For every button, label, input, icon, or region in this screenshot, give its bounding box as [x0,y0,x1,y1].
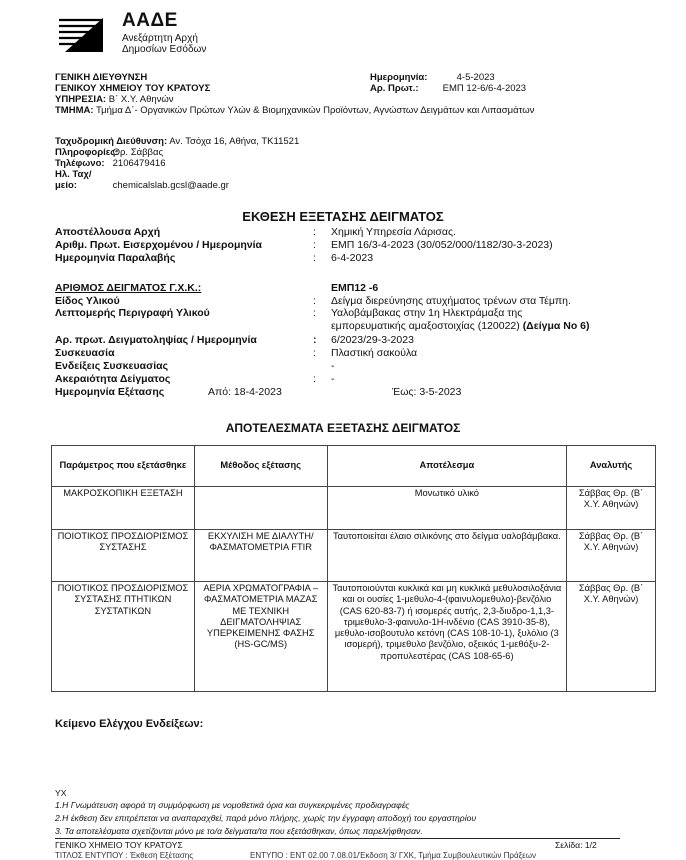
row1-param: ΜΑΚΡΟΣΚΟΠΙΚΗ ΕΞΕΤΑΣΗ [52,487,195,530]
aade-logo-icon [55,12,107,54]
remarks-title: Κείμενο Ελέγχου Ενδείξεων: [55,718,204,730]
row3-analyst: Σάββας Θρ. (Β΄ Χ.Υ. Αθηνών) [567,582,656,692]
org-short-name: ΑΑΔΕ [122,10,178,31]
row2-param: ΠΟΙΟΤΙΚΟΣ ΠΡΟΣΔΙΟΡΙΣΜΟΣ ΣΥΣΤΑΣΗΣ [52,530,195,582]
exam-date-label: Ημερομηνία Εξέτασης [55,386,165,398]
footer-yx: ΥΧ [55,788,67,798]
pack-marks-value: - [331,360,335,372]
desc-sample-tag: (Δείγμα Νο 6) [522,319,590,332]
row3-result: Ταυτοποιούνται κυκλικά και μη κυκλικά μεθυλοσιλοξάνια και οι ουσίες 1-μεθυλο-4-(φαινυλομεθυλο)-βενζόλιο (CAS 620-83-7) ή ισομερές αυτής, 2,3-διυδρο-1,1,3-τριμεθυλο-3-φαινυλο-1Η-ινδένιο (CAS 3910-35-8), μεθυλο-ισοβουτυλο κετόνη (CAS 108-10-1), ξυλόλιο (3 ισομερή), τριμεθυλο βενζόλιο, οξεικός 1-μεθόξυ-2-προπυλεστέρας (CAS 108-65-6) [327,582,566,692]
results-table [51,445,656,692]
desc-line2: εμπορευματικής αμαξοστοιχίας (120022) [331,319,520,332]
service-label: ΥΠΗΡΕΣΙΑ: [55,94,107,105]
footer-divider [55,838,620,839]
receipt-value: 6-4-2023 [331,252,374,264]
email-row [55,169,229,191]
sender-label: Αποστέλλουσα Αρχή [55,226,161,238]
results-title: ΑΠΟΤΕΛΕΣΜΑΤΑ ΕΞΕΤΑΣΗΣ ΔΕΙΓΜΑΤΟΣ [225,421,461,435]
row2-analyst: Σάββας Θρ. (Β΄ Χ.Υ. Αθηνών) [567,530,656,582]
header-line1: ΓΕΝΙΚΗ ΔΙΕΥΘΥΝΣΗ [55,72,148,83]
desc-line1: Υαλοβάμβακας στην 1η Ηλεκτράμαξα της [331,307,523,319]
header-line2: ΓΕΝΙΚΟΥ ΧΗΜΕΙΟΥ ΤΟΥ ΚΡΑΤΟΥΣ [55,83,211,94]
exam-to: Έως: 3-5-2023 [392,386,462,398]
table-row [52,530,656,582]
dept-value: Τμήμα Δ΄- Οργανικών Πρώτων Υλών & Βιομηχανικών Προϊόντων, Αγνώστων Δειγμάτων και Λιπασμάτων [95,105,535,116]
info-value: Θρ. Σάββας [112,147,164,158]
email-value: chemicalslab.gcsl@aade.gr [112,180,229,191]
footer-bottom-left: ΤΙΤΛΟΣ ΕΝΤΥΠΟΥ : Έκθεση Εξέτασης [55,851,194,860]
service-value: Β΄ Χ.Υ. Αθηνών [108,94,174,105]
desc-label: Λεπτομερής Περιγραφή Υλικού [55,307,210,319]
sampling-value: 6/2023/29-3-2023 [331,334,414,346]
receipt-label: Ημερομηνία Παραλαβής [55,252,176,264]
row3-method: ΑΕΡΙΑ ΧΡΩΜΑΤΟΓΡΑΦΙΑ – ΦΑΣΜΑΤΟΜΕΤΡΙΑ ΜΑΖΑΣ ΜΕ ΤΕΧΝΙΚΗ ΔΕΙΓΜΑΤΟΛΗΨΙΑΣ ΥΠΕΡΚΕΙΜΕΝΗΣ ΦΑΣΗΣ (HS-GC/MS) [194,582,327,692]
date-value: 4-5-2023 [456,72,495,83]
address-row [55,136,299,147]
footer-page: Σελίδα: 1/2 [555,840,597,850]
sample-no-value: ΕΜΠ12 -6 [331,282,379,294]
integrity-value: - [331,373,335,385]
incoming-label: Αριθμ. Πρωτ. Εισερχομένου / Ημερομηνία [55,239,262,251]
pack-marks-label: Ενδείξεις Συσκευασίας [55,360,169,372]
col-header-analyst: Αναλυτής [567,446,656,487]
report-title: ΕΚΘΕΣΗ ΕΞΕΤΑΣΗΣ ΔΕΙΓΜΑΤΟΣ [242,209,444,224]
integrity-label: Ακεραιότητα Δείγματος [55,373,171,385]
col-header-result: Αποτέλεσμα [327,446,566,487]
date-label: Ημερομηνία: [370,72,428,83]
material-label: Είδος Υλικού [55,295,120,307]
address-label: Ταχυδρομική Διεύθυνση: [55,136,168,147]
org-full-line1: Ανεξάρτητη Αρχή [122,33,198,44]
sender-value: Χημική Υπηρεσία Λάρισας. [331,226,456,238]
org-full-name [122,33,262,55]
email-label: Ηλ. Ταχ/μείο: [55,169,92,191]
row1-analyst: Σάββας Θρ. (Β΄ Χ.Υ. Αθηνών) [567,487,656,530]
desc-value [331,307,590,332]
col-header-method: Μέθοδος εξέτασης [194,446,327,487]
footer-org: ΓΕΝΙΚΟ ΧΗΜΕΙΟ ΤΟΥ ΚΡΑΤΟΥΣ [55,840,183,850]
info-label: Πληροφορίες: [55,147,119,158]
protocol-value: ΕΜΠ 12-6/6-4-2023 [442,83,527,94]
packaging-value: Πλαστική σακούλα [331,347,418,359]
table-row [52,487,656,530]
row2-result: Ταυτοποιείται έλαιο σιλικόνης στο δείγμα υαλοβάμβακα. [327,530,566,582]
sample-no-label: ΑΡΙΘΜΟΣ ΔΕΙΓΜΑΤΟΣ Γ.Χ.Κ.: [55,282,202,294]
footer-bottom-mid: ΕΝΤΥΠΟ : ΕΝΤ 02.00 7.08.01/Έκδοση 3/ ΓΧΚ, Τμήμα Συμβουλευτικών Πράξεων [250,851,536,860]
row2-method: ΕΚΧΥΛΙΣΗ ΜΕ ΔΙΑΛΥΤΗ/ ΦΑΣΜΑΤΟΜΕΤΡΙΑ FTIR [194,530,327,582]
material-value: Δείγμα διερεύνησης ατυχήματος τρένων στα Τέμπη. [331,295,571,307]
address-value: Αν. Τσόχα 16, Αθήνα, ΤΚ11521 [169,136,300,147]
row3-param: ΠΟΙΟΤΙΚΟΣ ΠΡΟΣΔΙΟΡΙΣΜΟΣ ΣΥΣΤΑΣΗΣ ΠΤΗΤΙΚΩΝ ΣΥΣΤΑΤΙΚΩΝ [52,582,195,692]
dept-row [55,105,534,116]
row1-result: Μονωτικό υλικό [327,487,566,530]
results-header-row [52,446,656,487]
phone-label: Τηλέφωνο: [55,158,105,169]
row1-method [194,487,327,530]
table-row [52,582,656,692]
protocol-row [370,83,526,94]
dept-label: ΤΜΗΜΑ: [55,105,94,116]
protocol-label: Αρ. Πρωτ.: [370,83,419,94]
info-row [55,147,163,158]
sampling-label: Αρ. πρωτ. Δειγματοληψίας / Ημερομηνία [55,334,257,346]
org-full-line2: Δημοσίων Εσόδων [122,44,207,55]
phone-row [55,158,165,169]
phone-value: 2106479416 [112,158,166,169]
incoming-value: ΕΜΠ 16/3-4-2023 (30/052/000/1182/30-3-2023) [331,239,553,251]
exam-from: Από: 18-4-2023 [208,386,282,398]
service-row [55,94,174,105]
footer-note3: 3. Τα αποτελέσματα σχετίζονται μόνο με το/α δείγματα/τα που εξετάσθηκαν, όπως παρελήφθησαν. [55,826,423,836]
date-row [370,72,495,83]
col-header-parameter: Παράμετρος που εξετάσθηκε [52,446,195,487]
footer-note2: 2.Η έκθεση δεν επιτρέπεται να αναπαραχθεί, παρά μόνο πλήρης, χωρίς την έγγραφη αποδοχή του εργαστηρίου [55,813,477,823]
footer-note1: 1.Η Γνωμάτευση αφορά τη συμμόρφωση με νομοθετικά όρια και συγκεκριμένες προδιαγραφές [55,800,410,810]
packaging-label: Συσκευασία [55,347,115,359]
